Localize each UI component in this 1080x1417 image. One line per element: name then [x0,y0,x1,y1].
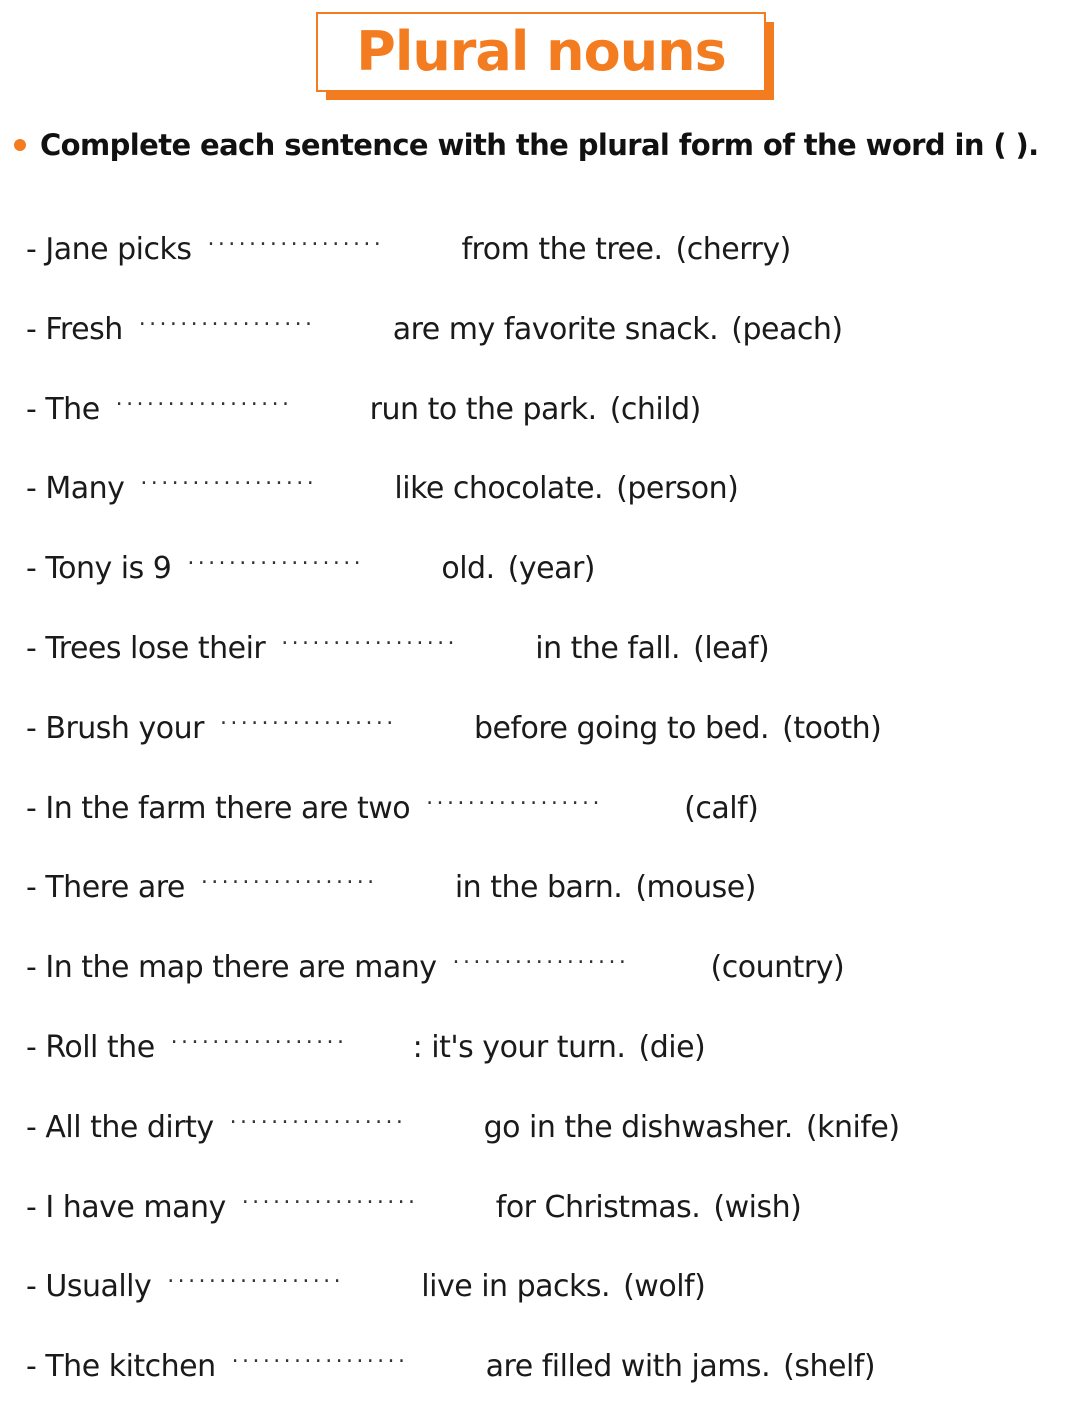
base-word-hint: (wolf) [623,1269,706,1305]
sentence-after: for Christmas. [495,1189,701,1225]
sentence-item [26,458,900,538]
instruction-line [14,128,1039,162]
sentence-before: - There are [26,870,185,906]
sentence-before: - I have many [26,1189,226,1225]
answer-blank[interactable]: ................. [229,1103,407,1129]
sentence-after: are my favorite snack. [392,311,719,347]
sentence-item [26,379,900,459]
instruction-text: Complete each sentence with the plural form of the word in ( ). [40,128,1039,162]
sentence-item [26,219,900,299]
sentence-after: in the fall. [535,630,681,666]
sentence-after: old. [441,551,495,587]
base-word-hint: (child) [609,391,701,427]
sentence-before: - Roll the [26,1029,155,1065]
sentence-after: are filled with jams. [485,1349,771,1385]
answer-blank[interactable]: ................. [140,465,318,491]
answer-blank[interactable]: ................. [200,864,378,890]
sentence-before: - In the farm there are two [26,790,411,826]
bullet-dot-icon [14,139,26,151]
answer-blank[interactable]: ................. [231,1343,409,1369]
sentence-item [26,1256,900,1336]
answer-blank[interactable]: ................. [219,704,397,730]
base-word-hint: (cherry) [675,232,791,267]
sentence-after: : it's your turn. [412,1029,626,1065]
sentence-item [26,857,900,937]
sentence-after: live in packs. [421,1269,611,1305]
sentence-before: - Many [26,471,125,507]
sentence-before: - The [26,391,100,427]
sentence-item [26,1177,900,1257]
answer-blank[interactable]: ................. [281,624,458,650]
sentence-before: - All the dirty [26,1109,214,1145]
answer-blank[interactable]: ................. [207,226,385,251]
answer-blank[interactable]: ................. [241,1183,419,1209]
sentence-before: - Usually [26,1269,152,1305]
sentence-item [26,1017,900,1097]
page-title: Plural nouns [356,20,726,83]
base-word-hint: (year) [507,551,596,587]
sentence-before: - Tony is 9 [26,551,172,587]
base-word-hint: (calf) [684,790,759,826]
sentence-item [26,698,900,778]
answer-blank[interactable]: ................. [187,545,365,571]
answer-blank[interactable]: ................. [452,944,630,970]
base-word-hint: (tooth) [782,710,882,746]
sentence-before: - Trees lose their [26,630,266,666]
sentence-before: - Brush your [26,710,204,746]
answer-blank[interactable]: ................. [138,305,316,331]
answer-blank[interactable]: ................. [170,1023,348,1049]
sentence-after: run to the park. [369,391,597,427]
sentence-before: - Fresh [26,311,123,347]
sentence-before: - Jane picks [26,232,192,267]
sentence-after: like chocolate. [394,471,604,507]
title-box [316,12,766,92]
sentence-after: before going to bed. [473,710,770,746]
sentence-item [26,778,900,858]
base-word-hint: (die) [638,1029,706,1065]
sentence-item [26,538,900,618]
base-word-hint: (leaf) [693,630,770,666]
base-word-hint: (wish) [713,1189,802,1225]
sentence-item [26,1097,900,1177]
sentence-after: in the barn. [454,870,623,906]
sentence-before: - The kitchen [26,1349,216,1385]
answer-blank[interactable]: ................. [426,784,603,810]
title-banner [316,12,776,102]
sentence-before: - In the map there are many [26,950,437,986]
base-word-hint: (country) [710,950,845,986]
base-word-hint: (mouse) [635,870,756,906]
answer-blank[interactable]: ................. [167,1263,344,1289]
base-word-hint: (shelf) [783,1349,876,1385]
sentence-item [26,937,900,1017]
base-word-hint: (person) [616,471,739,507]
exercise-list [26,219,900,1416]
answer-blank[interactable]: ................. [115,385,293,411]
base-word-hint: (peach) [731,311,843,347]
sentence-item [26,299,900,379]
sentence-after: go in the dishwasher. [483,1109,793,1145]
sentence-after: from the tree. [461,232,663,267]
sentence-item [26,1336,900,1416]
sentence-item [26,618,900,698]
base-word-hint: (knife) [805,1109,900,1145]
